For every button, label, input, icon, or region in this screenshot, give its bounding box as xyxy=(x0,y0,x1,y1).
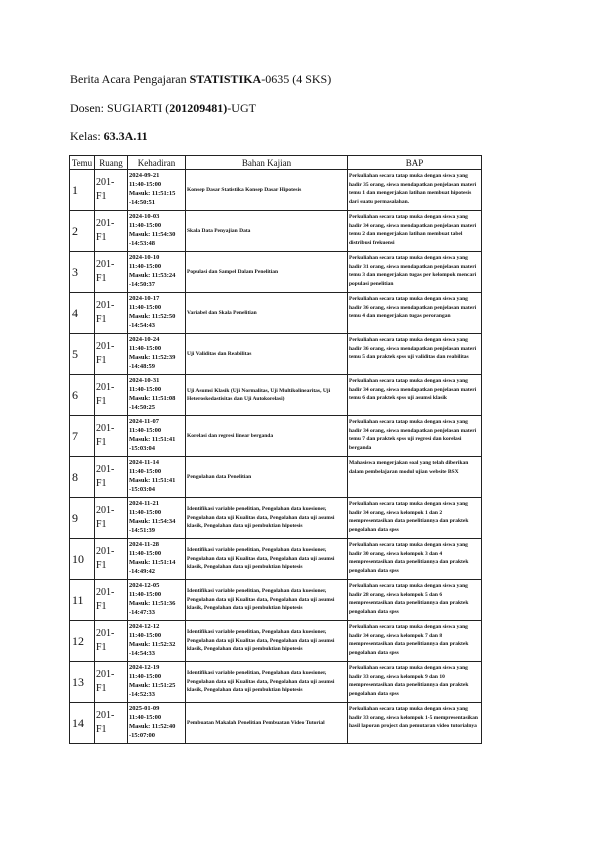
cell-bap: Perkuliahan secara tatap muka dengan siswa yang hadir 34 orang, siswa mendapatkan penjelasan materi temu 6 dan praktek spss uji asumsi klasik xyxy=(348,375,482,416)
cell-bap: Perkuliahan secara tatap muka dengan siswa yang hadir 31 orang, siswa mendapatkan penjelasan materi temu 3 dan mengerjakan tugas per kelompok mencari populasi penelitian xyxy=(348,252,482,293)
cell-kehadiran: 2024-10-03 11:40-15:00 Masuk: 11:54:30 -14:53:48 xyxy=(128,211,186,252)
col-header-bap: BAP xyxy=(348,156,482,170)
cell-kehadiran: 2024-10-17 11:40-15:00 Masuk: 11:52:50 -14:54:43 xyxy=(128,293,186,334)
cell-bahan-kajian: Pengolahan data Penelitian xyxy=(186,457,348,498)
cell-temu: 1 xyxy=(70,170,95,211)
table-row xyxy=(70,293,482,334)
cell-bahan-kajian: Identifikasi variable penelitian, Pengolahan data kuesioner, Pengolahan data uji Kualitas data, Pengolahan data uji asumsi klasik, Pengolahan data uji pembuktian hipotesis xyxy=(186,621,348,662)
cell-ruang: 201- F1 xyxy=(95,375,128,416)
cell-bahan-kajian: Korelasi dan regresi linear berganda xyxy=(186,416,348,457)
cell-bahan-kajian: Pembuatan Makalah Penelitian Pembuatan Video Tutorial xyxy=(186,703,348,744)
cell-ruang: 201- F1 xyxy=(95,252,128,293)
table-row xyxy=(70,375,482,416)
table-row xyxy=(70,416,482,457)
table-header-row xyxy=(70,156,482,170)
table-row xyxy=(70,252,482,293)
cell-bahan-kajian: Identifikasi variable penelitian, Pengolahan data kuesioner, Pengolahan data uji Kualitas data, Pengolahan data uji asumsi klasik, Pengolahan data uji pembuktian hipotesis xyxy=(186,539,348,580)
cell-kehadiran: 2024-12-05 11:40-15:00 Masuk: 11:51:36 -14:47:33 xyxy=(128,580,186,621)
cell-ruang: 201- F1 xyxy=(95,662,128,703)
table-row xyxy=(70,457,482,498)
cell-bap: Perkuliahan secara tatap muka dengan siswa yang hadir 34 orang, siswa mendapatkan penjelasan materi temu 2 dan mengerjakan latihan membuat tabel distribusi frekuensi xyxy=(348,211,482,252)
table-row xyxy=(70,580,482,621)
cell-bap: Perkuliahan secara tatap muka dengan siswa yang hadir 36 orang, siswa mendapatkan penjelasan materi temu 4 dan mengerjakan tugas perorangan xyxy=(348,293,482,334)
cell-kehadiran: 2024-10-24 11:40-15:00 Masuk: 11:52:39 -14:48:59 xyxy=(128,334,186,375)
cell-bap: Perkuliahan secara tatap muka dengan siswa yang hadir 35 orang, siswa mendapatkan penjelasan materi temu 1 dan mengerjakan latihan membuat hipotesis dari suatu permasalahan. xyxy=(348,170,482,211)
cell-bahan-kajian: Konsep Dasar Statistika Konsep Dasar Hipotesis xyxy=(186,170,348,211)
cell-bahan-kajian: Populasi dan Sampel Dalam Penelitian xyxy=(186,252,348,293)
cell-bahan-kajian: Uji Asumsi Klasik (Uji Normalitas, Uji Multikolinearitas, Uji Heteroskedastisitas dan Uji Autokorelasi) xyxy=(186,375,348,416)
cell-kehadiran: 2024-10-10 11:40-15:00 Masuk: 11:53:24 -14:50:37 xyxy=(128,252,186,293)
cell-kehadiran: 2024-09-21 11:40-15:00 Masuk: 11:51:15 -14:50:51 xyxy=(128,170,186,211)
cell-temu: 7 xyxy=(70,416,95,457)
attendance-table xyxy=(69,155,482,744)
cell-bahan-kajian: Variabel dan Skala Penelitian xyxy=(186,293,348,334)
dosen-id: 201209481) xyxy=(169,101,228,115)
dosen-label: Dosen: SUGIARTI ( xyxy=(70,101,170,115)
table-row xyxy=(70,334,482,375)
cell-temu: 12 xyxy=(70,621,95,662)
cell-bap: Perkuliahan secara tatap muka dengan siswa yang hadir 30 orang, siswa kelompok 3 dan 4 mempresentasikan data penelitiannya dan praktek pengolahan data spss xyxy=(348,539,482,580)
table-row xyxy=(70,170,482,211)
cell-bap: Perkuliahan secara tatap muka dengan siswa yang hadir 34 orang, siswa kelompok 1 dan 2 mempresentasikan data penelitiannya dan praktek pengolahan data spss xyxy=(348,498,482,539)
cell-temu: 2 xyxy=(70,211,95,252)
cell-bahan-kajian: Skala Data Penyajian Data xyxy=(186,211,348,252)
cell-temu: 11 xyxy=(70,580,95,621)
table-row xyxy=(70,662,482,703)
cell-ruang: 201- F1 xyxy=(95,621,128,662)
cell-temu: 13 xyxy=(70,662,95,703)
cell-ruang: 201- F1 xyxy=(95,498,128,539)
cell-bahan-kajian: Identifikasi variable penelitian, Pengolahan data kuesioner, Pengolahan data uji Kualitas data, Pengolahan data uji asumsi klasik, Pengolahan data uji pembuktian hipotesis xyxy=(186,580,348,621)
cell-kehadiran: 2024-10-31 11:40-15:00 Masuk: 11:51:08 -14:50:25 xyxy=(128,375,186,416)
cell-ruang: 201- F1 xyxy=(95,334,128,375)
header-prefix: Berita Acara Pengajaran xyxy=(70,72,190,86)
cell-kehadiran: 2024-11-07 11:40-15:00 Masuk: 11:51:41 -15:03:04 xyxy=(128,416,186,457)
cell-ruang: 201- F1 xyxy=(95,539,128,580)
header-kelas-line xyxy=(70,129,148,144)
cell-kehadiran: 2024-11-21 11:40-15:00 Masuk: 11:54:34 -14:51:39 xyxy=(128,498,186,539)
cell-temu: 6 xyxy=(70,375,95,416)
table-row xyxy=(70,621,482,662)
col-header-bahan-kajian: Bahan Kajian xyxy=(186,156,348,170)
cell-bap: Perkuliahan secara tatap muka dengan siswa yang hadir 33 orang, siswa kelompok 9 dan 10 mempresentasikan data penelitiannya dan praktek pengolahan data spss xyxy=(348,662,482,703)
cell-ruang: 201- F1 xyxy=(95,580,128,621)
cell-ruang: 201- F1 xyxy=(95,293,128,334)
cell-bap: Mahasiswa mengerjakan soal yang telah diberikan dalam pembelajaran modul ujian website BSX xyxy=(348,457,482,498)
cell-kehadiran: 2024-12-12 11:40-15:00 Masuk: 11:52:32 -14:54:33 xyxy=(128,621,186,662)
cell-ruang: 201- F1 xyxy=(95,211,128,252)
cell-bahan-kajian: Identifikasi variable penelitian, Pengolahan data kuesioner, Pengolahan data uji Kualitas data, Pengolahan data uji asumsi klasik, Pengolahan data uji pembuktian hipotesis xyxy=(186,498,348,539)
cell-kehadiran: 2024-11-28 11:40-15:00 Masuk: 11:51:14 -14:49:42 xyxy=(128,539,186,580)
cell-bap: Perkuliahan secara tatap muka dengan siswa yang hadir 36 orang, siswa mendapatkan penjelasan materi temu 5 dan praktek spss uji validitas dan reabilitas xyxy=(348,334,482,375)
col-header-ruang: Ruang xyxy=(95,156,128,170)
col-header-temu: Temu xyxy=(70,156,95,170)
cell-bahan-kajian: Identifikasi variable penelitian, Pengolahan data kuesioner, Pengolahan data uji Kualitas data, Pengolahan data uji asumsi klasik, Pengolahan data uji pembuktian hipotesis xyxy=(186,662,348,703)
cell-bap: Perkuliahan secara tatap muka dengan siswa yang hadir 33 orang, siswa kelompok 1-5 mempresentasikan hasil laporan project dan pemutaran video tutorialnya xyxy=(348,703,482,744)
cell-temu: 4 xyxy=(70,293,95,334)
table-row xyxy=(70,498,482,539)
cell-temu: 14 xyxy=(70,703,95,744)
cell-bap: Perkuliahan secara tatap muka dengan siswa yang hadir 28 orang, siswa kelompok 5 dan 6 mempresentasikan data penelitiannya dan praktek pengolahan data spss xyxy=(348,580,482,621)
table-row xyxy=(70,539,482,580)
cell-bap: Perkuliahan secara tatap muka dengan siswa yang hadir 34 orang, siswa mendapatkan penjelasan materi temu 7 dan praktek spss uji regresi dan korelasi berganda xyxy=(348,416,482,457)
cell-temu: 10 xyxy=(70,539,95,580)
course-name: STATISTIKA xyxy=(189,72,262,86)
cell-temu: 3 xyxy=(70,252,95,293)
kelas-value: 63.3A.11 xyxy=(103,129,148,143)
cell-kehadiran: 2024-12-19 11:40-15:00 Masuk: 11:51:25 -14:52:33 xyxy=(128,662,186,703)
table-row xyxy=(70,703,482,744)
header-dosen-line xyxy=(70,101,256,116)
kelas-label: Kelas: xyxy=(70,129,104,143)
cell-temu: 5 xyxy=(70,334,95,375)
cell-bahan-kajian: Uji Validitas dan Reabilitas xyxy=(186,334,348,375)
cell-kehadiran: 2024-11-14 11:40-15:00 Masuk: 11:51:41 -15:03:04 xyxy=(128,457,186,498)
course-code: -0635 (4 SKS) xyxy=(261,72,332,86)
cell-kehadiran: 2025-01-09 11:40-15:00 Masuk: 11:52:40 -15:07:00 xyxy=(128,703,186,744)
cell-ruang: 201- F1 xyxy=(95,457,128,498)
col-header-kehadiran: Kehadiran xyxy=(128,156,186,170)
cell-temu: 8 xyxy=(70,457,95,498)
cell-ruang: 201- F1 xyxy=(95,170,128,211)
cell-bap: Perkuliahan secara tatap muka dengan siswa yang hadir 34 orang, siswa kelompok 7 dan 8 mempresentasikan data penelitiannya dan praktek pengolahan data spss xyxy=(348,621,482,662)
cell-temu: 9 xyxy=(70,498,95,539)
table-row xyxy=(70,211,482,252)
cell-ruang: 201- F1 xyxy=(95,703,128,744)
dosen-suffix: -UGT xyxy=(227,101,256,115)
cell-ruang: 201- F1 xyxy=(95,416,128,457)
header-course-line xyxy=(70,72,331,87)
